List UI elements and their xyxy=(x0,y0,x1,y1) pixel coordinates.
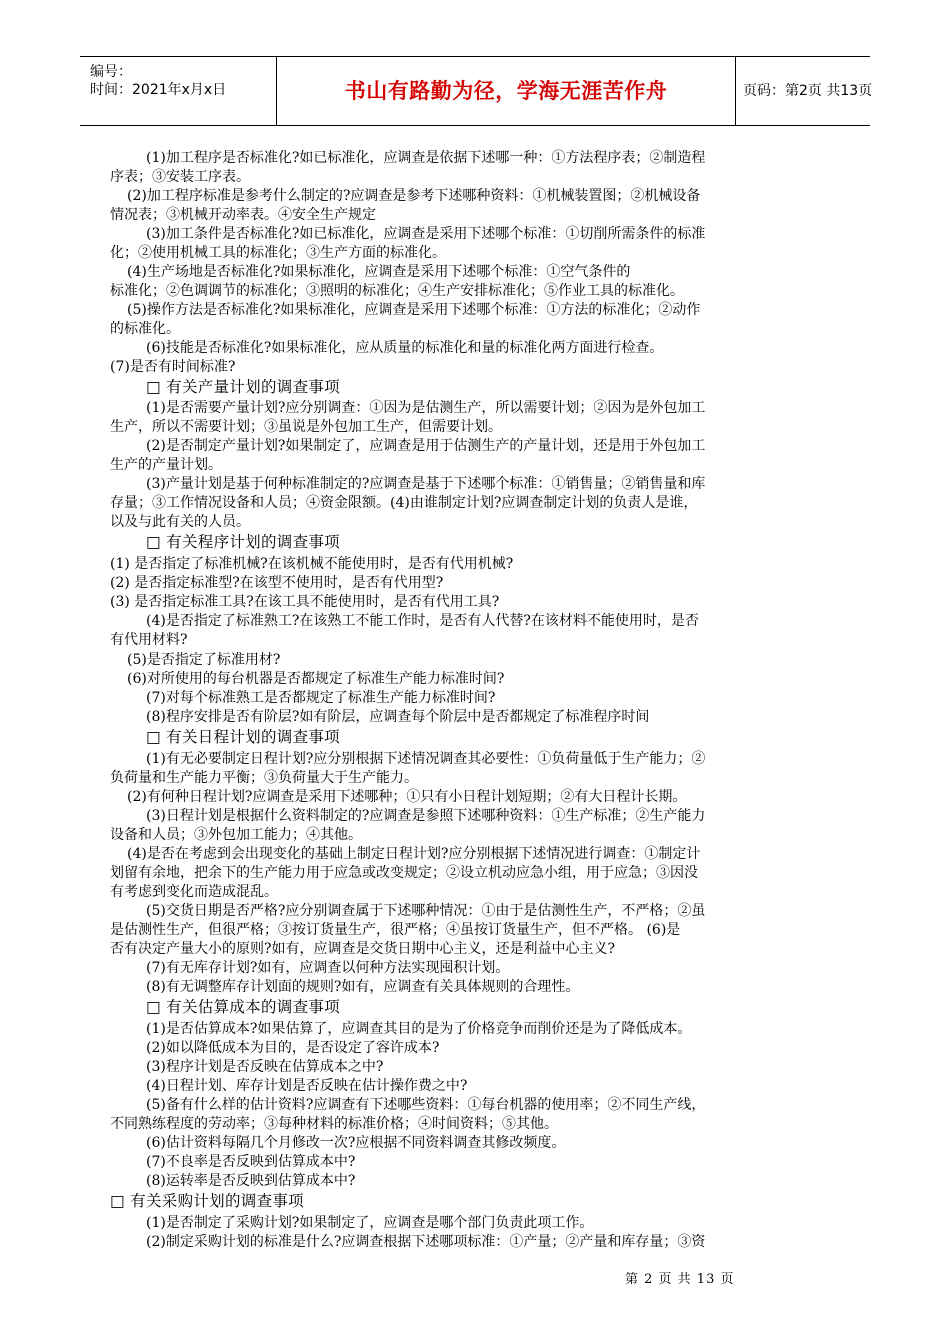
text-line: (6)估计资料每隔几个月修改一次?应根据不同资料调查其修改频度。 xyxy=(146,1135,566,1151)
text-line: (2)是否制定产量计划?如果制定了，应调查是用于估测生产的产量计划，还是用于外包加工 xyxy=(146,438,706,454)
header-meta xyxy=(80,57,276,125)
text-line: 生产的产量计划。 xyxy=(110,457,222,473)
text-line: (7)对每个标准熟工是否都规定了标准生产能力标准时间? xyxy=(146,690,496,706)
text-line: 情况表；③机械开动率表。④安全生产规定 xyxy=(110,207,376,223)
text-line: (8)程序安排是否有阶层?如有阶层，应调查每个阶层中是否都规定了标准程序时间 xyxy=(146,709,650,725)
text-line: (1)加工程序是否标准化?如已标准化，应调查是依据下述哪一种：①方法程序表；②制造程 xyxy=(146,150,706,166)
text-line: 否有决定产量大小的原则?如有，应调查是交货日期中心主义，还是利益中心主义? xyxy=(110,941,616,957)
text-line: 有代用材料? xyxy=(110,632,188,648)
section-heading: □ 有关程序计划的调查事项 xyxy=(146,533,340,551)
text-line: (4)是否指定了标准熟工?在该熟工不能工作时，是否有人代替?在该材料不能使用时，是否 xyxy=(146,613,699,629)
text-line: (5)操作方法是否标准化?如果标准化，应调查是采用下述哪个标准：①方法的标准化；②动作 xyxy=(127,302,701,318)
text-line: 标准化；②色调调节的标准化；③照明的标准化；④生产安排标准化；⑤作业工具的标准化。 xyxy=(110,283,684,299)
text-line: (1)是否制定了采购计划?如果制定了，应调查是哪个部门负责此项工作。 xyxy=(146,1215,594,1231)
text-line: (2) 是否指定标准型?在该型不使用时，是否有代用型? xyxy=(110,575,444,591)
section-heading: □ 有关采购计划的调查事项 xyxy=(110,1192,304,1210)
text-line: (2)制定采购计划的标准是什么?应调查根据下述哪项标准：①产量；②产量和库存量；③资 xyxy=(146,1234,706,1250)
text-line: 有考虑到变化而造成混乱。 xyxy=(110,884,278,900)
section-heading: □ 有关产量计划的调查事项 xyxy=(146,378,340,396)
text-line: 负荷量和生产能力平衡；③负荷量大于生产能力。 xyxy=(110,770,418,786)
header-page-number: 页码：第2页 共13页 xyxy=(743,83,873,99)
text-line: 存量；③工作情况设备和人员；④资金限额。(4)由谁制定计划?应调查制定计划的负责人是谁， xyxy=(110,495,698,511)
text-line: (2)有何种日程计划?应调查是采用下述哪种；①只有小日程计划短期；②有大日程计长期。 xyxy=(127,789,687,805)
document-number-label: 编号： xyxy=(90,64,132,80)
header-motto: 书山有路勤为径，学海无涯苦作舟 xyxy=(344,79,668,103)
text-line: (3)日程计划是根据什么资料制定的?应调查是参照下述哪种资料：①生产标准；②生产能力 xyxy=(146,808,706,824)
text-line: (4)是否在考虑到会出现变化的基础上制定日程计划?应分别根据下述情况进行调查：①制定计 xyxy=(127,846,701,862)
text-line: (4)生产场地是否标准化?如果标准化，应调查是采用下述哪个标准：①空气条件的 xyxy=(127,264,631,280)
text-line: (1)是否需要产量计划?应分别调查：①因为是估测生产，所以需要计划；②因为是外包加工 xyxy=(146,400,706,416)
page-footer: 第 2 页 共 13 页 xyxy=(625,1272,735,1287)
text-line: 生产，所以不需要计划；③虽说是外包加工生产，但需要计划。 xyxy=(110,419,502,435)
text-line: (7)是否有时间标准? xyxy=(110,359,236,375)
text-line: (3)产量计划是基于何种标准制定的?应调查是基于下述哪个标准：①销售量；②销售量和库 xyxy=(146,476,706,492)
text-line: (2)如以降低成本为目的，是否设定了容许成本? xyxy=(146,1040,440,1056)
text-line: (5)是否指定了标准用材? xyxy=(127,652,281,668)
header-motto-cell xyxy=(276,57,736,125)
text-line: 划留有余地，把余下的生产能力用于应急或改变规定；②设立机动应急小组，用于应急；③因没 xyxy=(110,865,698,881)
text-line: (1)有无必要制定日程计划?应分别根据下述情况调查其必要性：①负荷量低于生产能力；② xyxy=(146,751,706,767)
text-line: 是估测性生产，但很严格；③按订货量生产，很严格；④虽按订货量生产，但不严格。 (6)是 xyxy=(110,922,681,938)
text-line: (3)程序计划是否反映在估算成本之中? xyxy=(146,1059,384,1075)
text-line: (1)是否估算成本?如果估算了，应调查其目的是为了价格竞争而削价还是为了降低成本。 xyxy=(146,1021,692,1037)
text-line: (5)交货日期是否严格?应分别调查属于下述哪种情况：①由于是估测性生产，不严格；②虽 xyxy=(146,903,706,919)
header-page-cell xyxy=(735,57,873,125)
section-heading: □ 有关估算成本的调查事项 xyxy=(146,998,340,1016)
text-line: (3) 是否指定标准工具?在该工具不能使用时，是否有代用工具? xyxy=(110,594,500,610)
section-heading: □ 有关日程计划的调查事项 xyxy=(146,728,340,746)
text-line: (8)运转率是否反映到估算成本中? xyxy=(146,1173,356,1189)
text-line: (7)有无库存计划?如有，应调查以何种方法实现囤积计划。 xyxy=(146,960,510,976)
text-line: 序表；③安装工序表。 xyxy=(110,169,250,185)
text-line: 的标准化。 xyxy=(110,321,180,337)
document-time-label: 时间：2021年x月x日 xyxy=(90,82,227,98)
text-line: (8)有无调整库存计划面的规则?如有，应调查有关具体规则的合理性。 xyxy=(146,979,580,995)
text-line: (2)加工程序标准是参考什么制定的?应调查是参考下述哪种资料：①机械装置图；②机械设备 xyxy=(127,188,701,204)
text-line: (1) 是否指定了标准机械?在该机械不能使用时，是否有代用机械? xyxy=(110,556,514,572)
text-line: 不同熟练程度的劳动率；③每种材料的标准价格；④时间资料；⑤其他。 xyxy=(110,1116,558,1132)
text-line: (3)加工条件是否标准化?如已标准化，应调查是采用下述哪个标准：①切削所需条件的标准 xyxy=(146,226,706,242)
text-line: (7)不良率是否反映到估算成本中? xyxy=(146,1154,356,1170)
header-table xyxy=(80,56,873,126)
text-line: (6)对所使用的每台机器是否都规定了标准生产能力标准时间? xyxy=(127,671,505,687)
text-line: (4)日程计划、库存计划是否反映在估计操作费之中? xyxy=(146,1078,468,1094)
text-line: 设备和人员；③外包加工能力；④其他。 xyxy=(110,827,362,843)
text-line: (6)技能是否标准化?如果标准化，应从质量的标准化和量的标准化两方面进行检查。 xyxy=(146,340,664,356)
text-line: 化；②使用机械工具的标准化；③生产方面的标准化。 xyxy=(110,245,446,261)
text-line: (5)备有什么样的估计资料?应调查有下述哪些资料：①每台机器的使用率；②不同生产线， xyxy=(146,1097,706,1113)
text-line: 以及与此有关的人员。 xyxy=(110,514,250,530)
